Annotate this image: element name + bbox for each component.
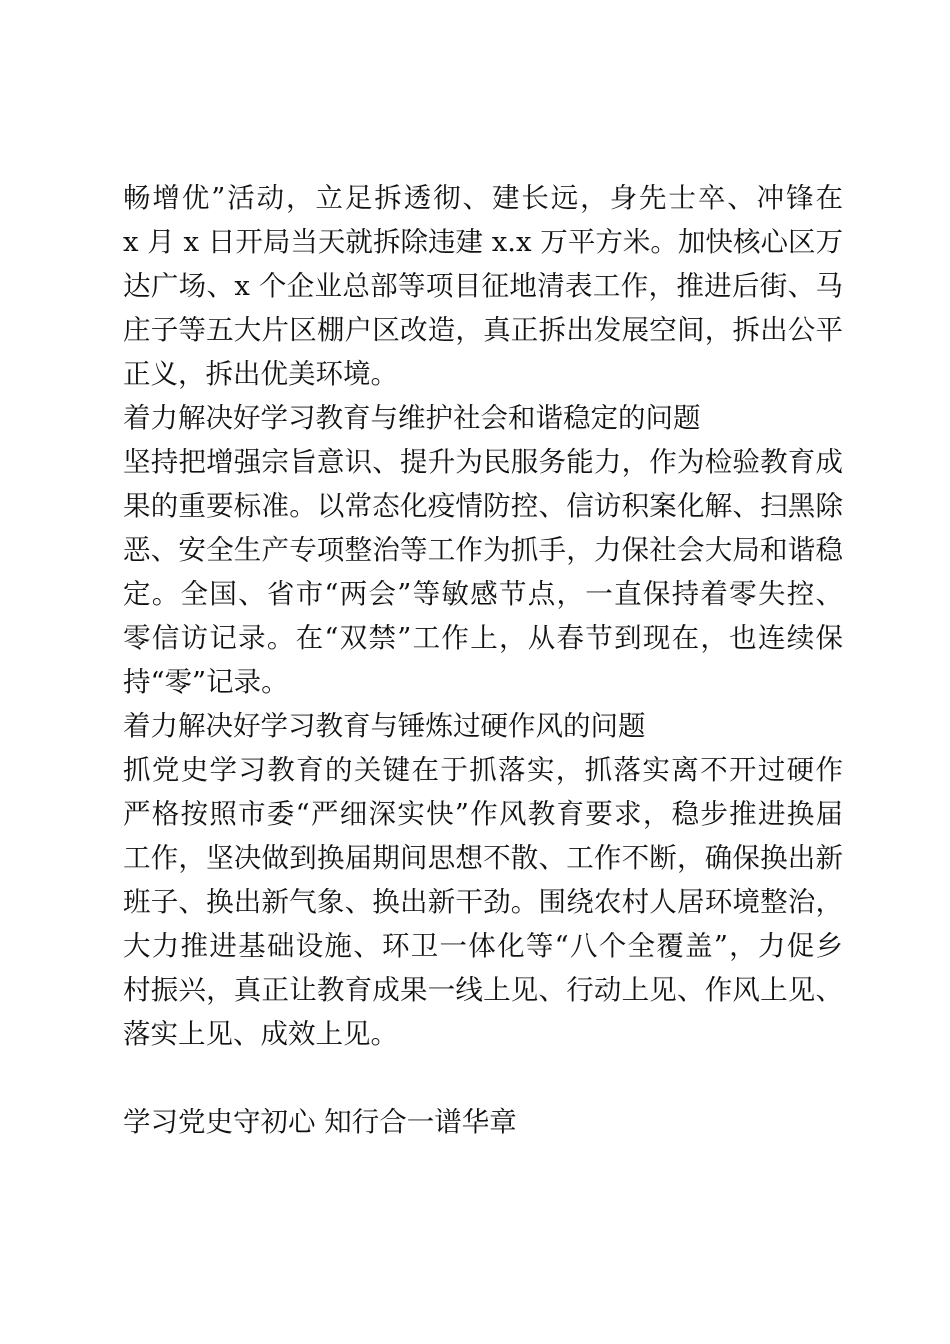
paragraph-1: [123, 176, 843, 396]
text-line: 正义，拆出优美环境。: [123, 358, 398, 390]
text-line: 班子、换出新气象、换出新干劲。围绕农村人居环境整治，: [123, 886, 843, 918]
paragraph-2: [123, 440, 843, 704]
text-line: 落实上见、成效上见。: [123, 1018, 398, 1050]
text-line: 抓党史学习教育的关键在于抓落实，抓落实离不开过硬作: [123, 754, 843, 786]
text-line: 大力推进基础设施、环卫一体化等“八个全覆盖”，力促乡: [123, 930, 843, 962]
text-line: 零信访记录。在“双禁”工作上，从春节到现在，也连续保: [123, 622, 843, 654]
blank-line: [123, 1056, 843, 1100]
section-heading: 着力解决好学习教育与维护社会和谐稳定的问题: [123, 402, 701, 434]
text-line: 定。全国、省市“两会”等敏感节点，一直保持着零失控、: [123, 578, 843, 610]
text-line: 工作，坚决做到换届期间思想不散、工作不断，确保换出新: [123, 842, 843, 874]
text-line: 严格按照市委“严细深实快”作风教育要求，稳步推进换届: [123, 798, 843, 830]
text-line: 恶、安全生产专项整治等工作为抓手，力保社会大局和谐稳: [123, 534, 843, 566]
next-article-title: 学习党史守初心 知行合一谱华章: [123, 1106, 517, 1138]
text-line: 畅增优”活动，立足拆透彻、建长远，身先士卒、冲锋在: [123, 182, 843, 214]
section-heading: 着力解决好学习教育与锤炼过硬作风的问题: [123, 710, 646, 742]
text-line: 持“零”记录。: [123, 666, 289, 698]
text-line: 坚持把增强宗旨意识、提升为民服务能力，作为检验教育成: [123, 446, 843, 478]
text-line: 庄子等五大片区棚户区改造，真正拆出发展空间，拆出公平: [123, 314, 843, 346]
document-body: [123, 176, 843, 1144]
paragraph-3: [123, 748, 843, 1056]
text-line: x 月 x 日开局当天就拆除违建 x.x 万平方米。加快核心区万: [123, 226, 843, 258]
text-line: 村振兴，真正让教育成果一线上见、行动上见、作风上见、: [123, 974, 843, 1006]
text-line: 达广场、x 个企业总部等项目征地清表工作，推进后街、马: [123, 270, 843, 302]
text-line: 果的重要标准。以常态化疫情防控、信访积案化解、扫黑除: [123, 490, 843, 522]
